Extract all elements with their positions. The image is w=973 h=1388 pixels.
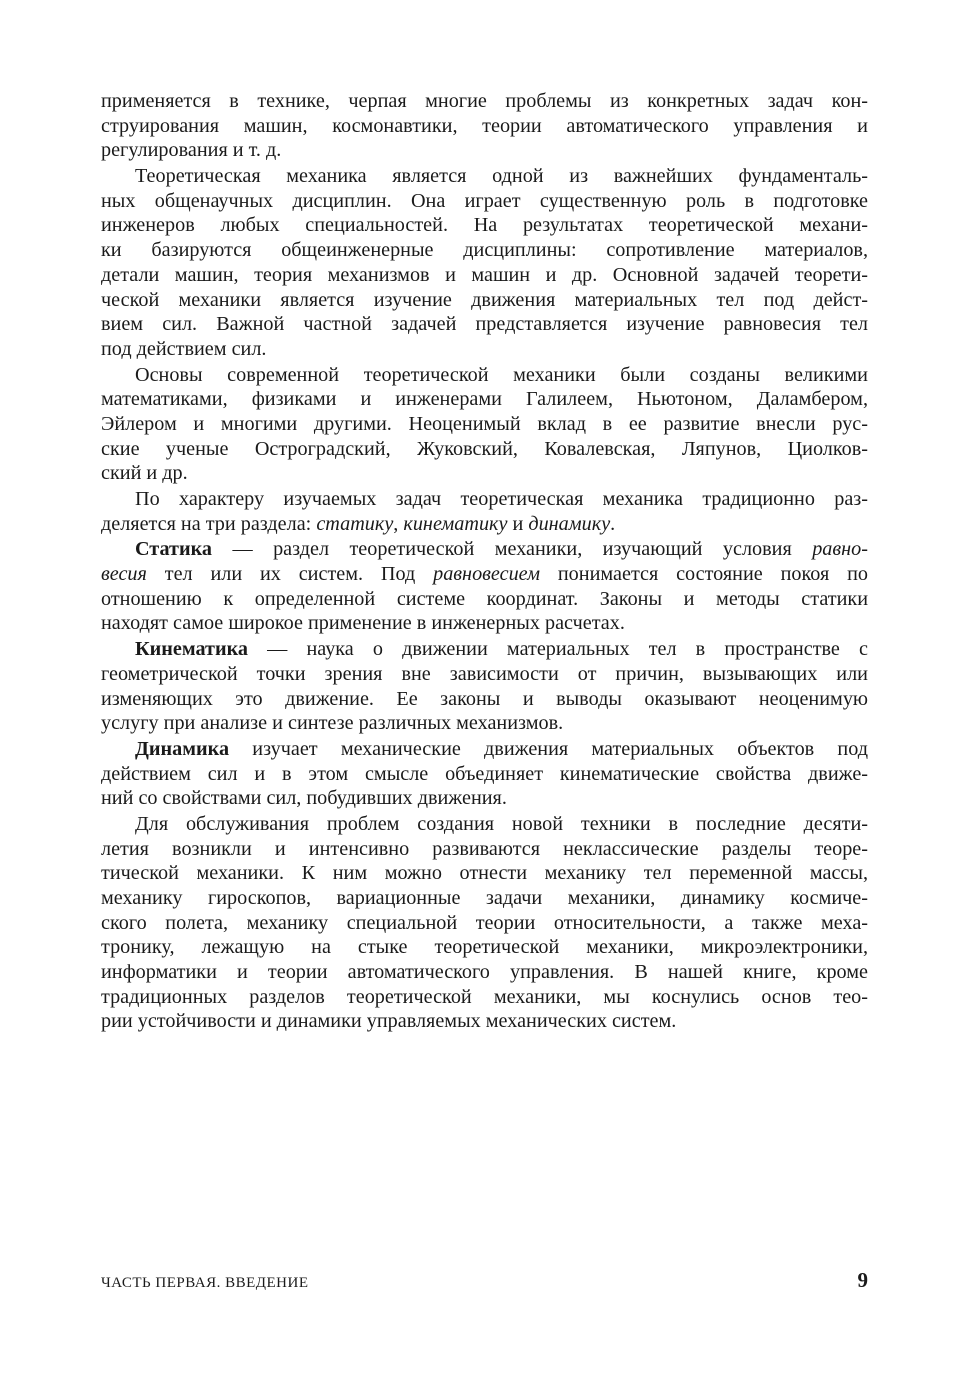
text-line: ний со свойствами сил, побудивших движения. — [101, 787, 507, 810]
main-text — [101, 89, 868, 1034]
text-line: детали машин, теория механизмов и машин и др. Основной задачей теорети- — [101, 263, 868, 286]
text-line: находят самое широкое применение в инженерных расчетах. — [101, 612, 625, 635]
text-line: Кинематика — наука о движении материальных тел в пространстве с — [135, 638, 868, 661]
text-line: традиционных разделов теоретической механики, мы коснулись основ тео- — [101, 985, 868, 1008]
text-line: математиками, физиками и инженерами Галилеем, Ньютоном, Даламбером, — [101, 388, 868, 411]
text-line: под действием сил. — [101, 337, 267, 360]
text-line: изменяющих это движение. Ее законы и выводы оказывают неоценимую — [101, 687, 868, 710]
text-line: геометрической точки зрения вне зависимости от причин, вызывающих или — [101, 662, 868, 685]
text-line: весия тел или их систем. Под равновесием понимается состояние покоя по — [101, 563, 868, 586]
text-line: Статика — раздел теоретической механики, изучающий условия равно- — [135, 538, 868, 561]
emphasis: равновесием — [433, 563, 541, 586]
text-line: отношению к определенной системе координат. Законы и методы статики — [101, 587, 868, 610]
term-dynamics: Динамика — [135, 737, 230, 760]
text-line: летия возникли и интенсивно развиваются неклассические разделы теоре- — [101, 837, 868, 860]
text-line: применяется в технике, черпая многие проблемы из конкретных задач кон- — [101, 90, 868, 112]
text-line: ческой механики является изучение движения материальных тел под дейст- — [101, 288, 868, 311]
text-line: информатики и теории автоматического управления. В нашей книге, кроме — [101, 961, 868, 984]
text-line: Динамика изучает механические движения материальных объектов под — [135, 737, 868, 760]
text-line: регулирования и т. д. — [101, 139, 282, 162]
text-line: Теоретическая механика является одной из важнейших фундаменталь- — [135, 165, 868, 188]
page-number: 9 — [857, 1268, 868, 1292]
text-line: ского полета, механику специальной теории относительности, а также меха- — [101, 911, 868, 934]
text-line: ский и др. — [101, 462, 188, 485]
term-kinematics: Кинематика — [135, 638, 249, 661]
text-line: тронику, лежащую на стыке теоретической механики, микроэлектроники, — [101, 936, 868, 959]
text-line: рии устойчивости и динамики управляемых механических систем. — [101, 1010, 677, 1033]
text-line: По характеру изучаемых задач теоретическая механика традиционно раз- — [135, 488, 868, 510]
text-line: вием сил. Важной частной задачей представляется изучение равновесия тел — [101, 313, 868, 336]
text-line: действием сил и в этом смысле объединяет кинематические свойства движе- — [101, 762, 868, 785]
term-statics: Статика — [135, 538, 213, 561]
emphasis: весия — [101, 563, 147, 586]
text-line: инженеров любых специальностей. На результатах теоретической механи- — [101, 214, 868, 237]
text-line: струирования машин, космонавтики, теории автоматического управления и — [101, 114, 868, 137]
text-line: ных общенаучных дисциплин. Она играет существенную роль в подготовке — [101, 189, 868, 212]
emphasis: равно- — [812, 538, 868, 561]
text-line: ки базируются общеинженерные дисциплины: сопротивление материалов, — [101, 239, 868, 262]
text-line: ские ученые Остроградский, Жуковский, Ковалевская, Ляпунов, Циолков- — [101, 437, 868, 460]
text-line: услугу при анализе и синтезе различных механизмов. — [101, 712, 564, 735]
emphasis: кинематику — [403, 512, 508, 535]
emphasis: динамику — [528, 512, 611, 535]
text-line: деляется на три раздела: статику, кинематику и динамику. — [101, 512, 616, 535]
running-footer: ЧАСТЬ ПЕРВАЯ. ВВЕДЕНИЕ — [101, 1275, 309, 1291]
emphasis: статику — [316, 512, 394, 535]
text-line: Основы современной теоретической механики были созданы великими — [135, 363, 868, 386]
text-line: механику гироскопов, вариационные задачи механики, динамику космиче- — [101, 887, 868, 909]
text-line: Эйлером и многими другими. Неоценимый вклад в ее развитие внесли рус- — [101, 412, 868, 435]
text-line: тической механики. К ним можно отнести механику тел переменной массы, — [101, 862, 868, 885]
text-line: Для обслуживания проблем создания новой техники в последние десяти- — [135, 812, 868, 835]
